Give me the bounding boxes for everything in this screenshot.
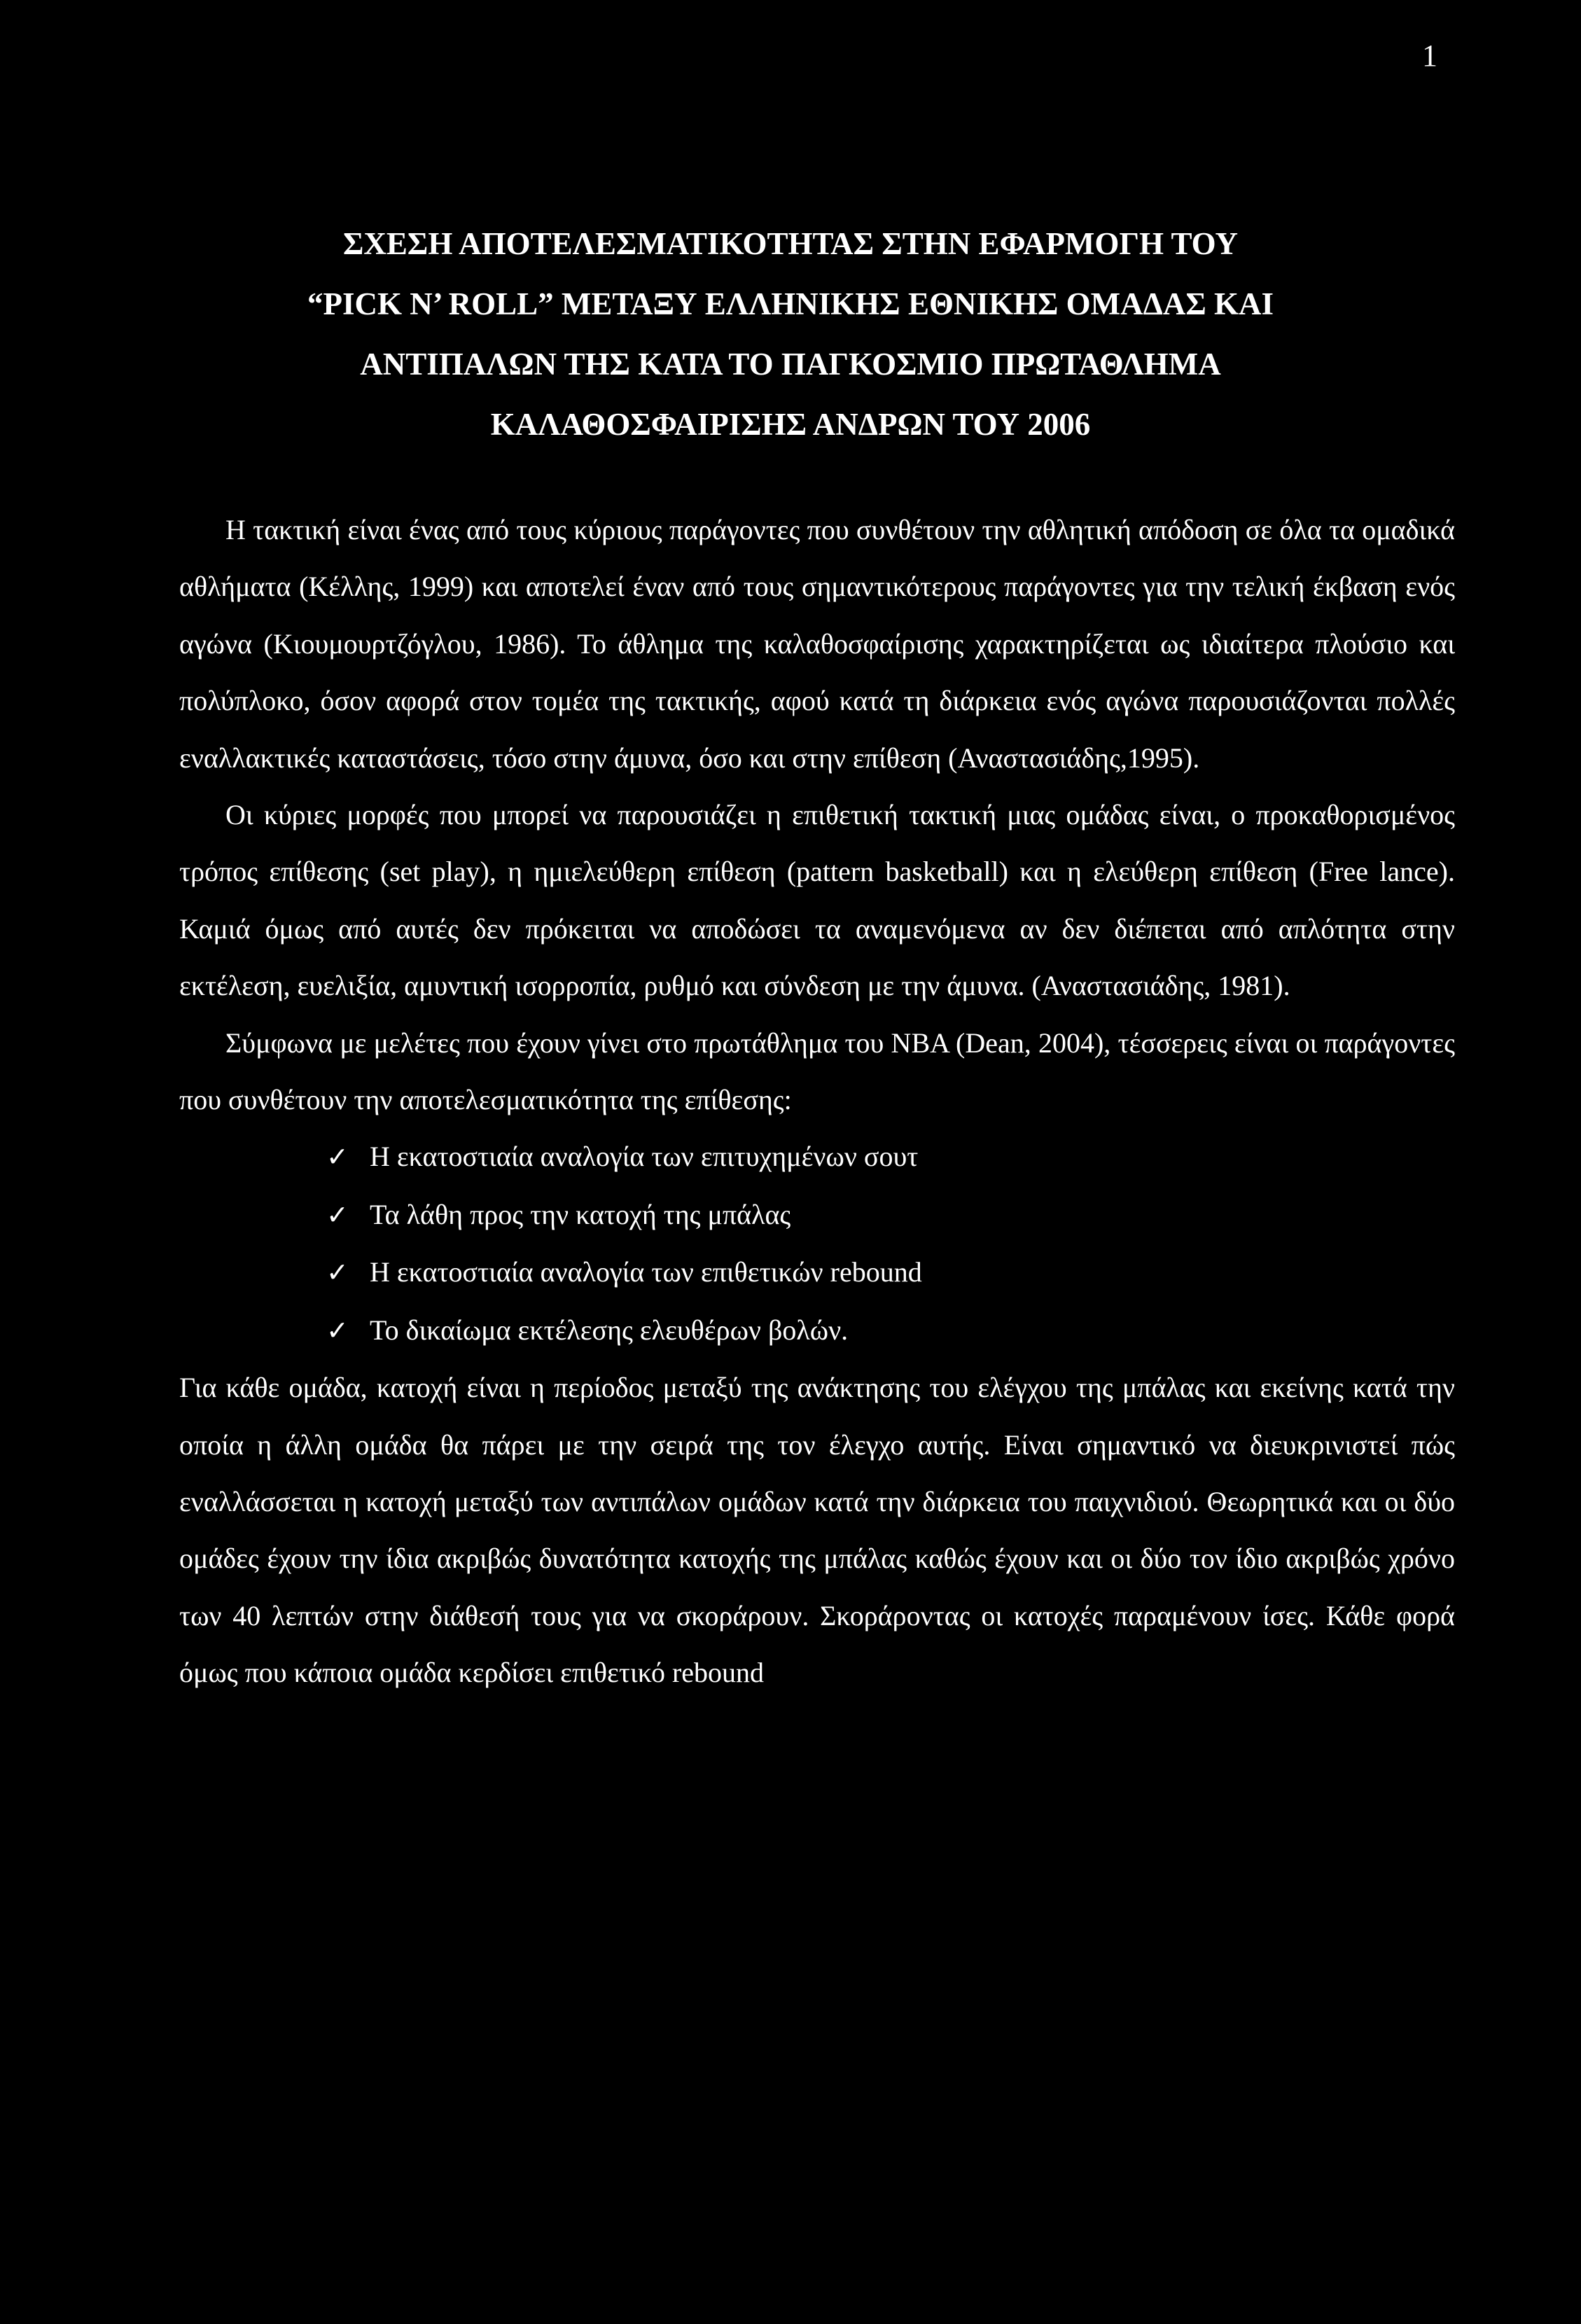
checkmark-icon: ✓: [326, 1141, 349, 1173]
paragraph-possession: Για κάθε ομάδα, κατοχή είναι η περίοδος μεταξύ της ανάκτησης του ελέγχου της μπάλας και εκείνης κατά την οποία η άλλη ομάδα θα πάρει με την σειρά της τον έλεγχο αυτής. Είναι σημαντικό να διευκρινιστεί πώς εναλλάσσεται η κατοχή μεταξύ των αντιπάλων ομάδων κατά την διάρκεια του παιχνιδιού. Θεωρητικά και οι δύο ομάδες έχουν την ίδια ακριβώς δυνατότητα κατοχής της μπάλας καθώς έχουν και οι δύο τον ίδιο ακριβώς χρόνο των 40 λεπτών στην διάθεσή τους για να σκοράρουν. Σκοράροντας οι κατοχές παραμένουν ίσες. Κάθε φορά όμως που κάποια ομάδα κερδίσει επιθετικό rebound: [179, 1372, 1455, 1689]
paragraph-offense-forms: Οι κύριες μορφές που μπορεί να παρουσιάζει η επιθετική τακτική μιας ομάδας είναι, ο προκαθορισμένος τρόπος επίθεσης (set play), η ημιελεύθερη επίθεση (pattern basketball) και η ελεύθερη επίθεση (Free lance). Καμιά όμως από αυτές δεν πρόκειται να αποδώσει τα αναμενόμενα αν δεν διέπεται από απλότητα στην εκτέλεση, ευελιξία, αμυντική ισορροπία, ρυθμό και σύνδεση με την άμυνα. (Αναστασιάδης, 1981).: [179, 799, 1455, 1002]
document-title: [175, 214, 1406, 454]
page-number: 1: [1422, 39, 1437, 73]
checklist-item: [326, 1128, 1455, 1185]
checklist-item-label: Τα λάθη προς την κατοχή της μπάλας: [370, 1198, 791, 1230]
title-line: ΚΑΛΑΘΟΣΦΑΙΡΙΣΗΣ ΑΝΔΡΩΝ ΤΟΥ 2006: [490, 407, 1091, 442]
paragraph-tactics-intro: Η τακτική είναι ένας από τους κύριους παράγοντες που συνθέτουν την αθλητική απόδοση σε όλα τα ομαδικά αθλήματα (Κέλλης, 1999) και αποτελεί έναν από τους σημαντικότερους παράγοντες για την τελική έκβαση ενός αγώνα (Κιουμουρτζόγλου, 1986). Το άθλημα της καλαθοσφαίρισης χαρακτηρίζεται ως ιδιαίτερα πλούσιο και πολύπλοκο, όσον αφορά στον τομέα της τακτικής, αφού κατά τη διάρκεια ενός αγώνα παρουσιάζονται πολλές εναλλακτικές καταστάσεις, τόσο στην άμυνα, όσο και στην επίθεση (Αναστασιάδης,1995).: [179, 514, 1455, 774]
title-line: ΑΝΤΙΠΑΛΩΝ ΤΗΣ ΚΑΤΑ ΤΟ ΠΑΓΚΟΣΜΙΟ ΠΡΩΤΑΘΛΗΜΑ: [360, 347, 1221, 382]
checklist-item: [326, 1244, 1455, 1301]
paragraph-nba-factors: Σύμφωνα με μελέτες που έχουν γίνει στο πρωτάθλημα του ΝΒΑ (Dean, 2004), τέσσερεις είναι οι παράγοντες που συνθέτουν την αποτελεσματικότητα της επίθεσης:: [179, 1027, 1455, 1116]
checkmark-icon: ✓: [326, 1314, 349, 1346]
checklist-item-label: Η εκατοστιαία αναλογία των επιτυχημένων σουτ: [370, 1141, 919, 1173]
checklist-item: [326, 1186, 1455, 1244]
title-line: “PICK N’ ROLL” ΜΕΤΑΞΥ ΕΛΛΗΝΙΚΗΣ ΕΘΝΙΚΗΣ ΟΜΑΔΑΣ ΚΑΙ: [307, 286, 1274, 321]
checkmark-icon: ✓: [326, 1199, 349, 1230]
document-body: [179, 501, 1455, 1702]
title-line: ΣΧΕΣΗ ΑΠΟΤΕΛΕΣΜΑΤΙΚΟΤΗΤΑΣ ΣΤΗΝ ΕΦΑΡΜΟΓΗ ΤΟΥ: [342, 226, 1239, 261]
factors-checklist: [179, 1128, 1455, 1359]
checklist-item-label: Η εκατοστιαία αναλογία των επιθετικών rebound: [370, 1256, 922, 1288]
checklist-item-label: Το δικαίωμα εκτέλεσης ελευθέρων βολών.: [370, 1314, 849, 1346]
checklist-item: [326, 1302, 1455, 1359]
checkmark-icon: ✓: [326, 1257, 349, 1288]
